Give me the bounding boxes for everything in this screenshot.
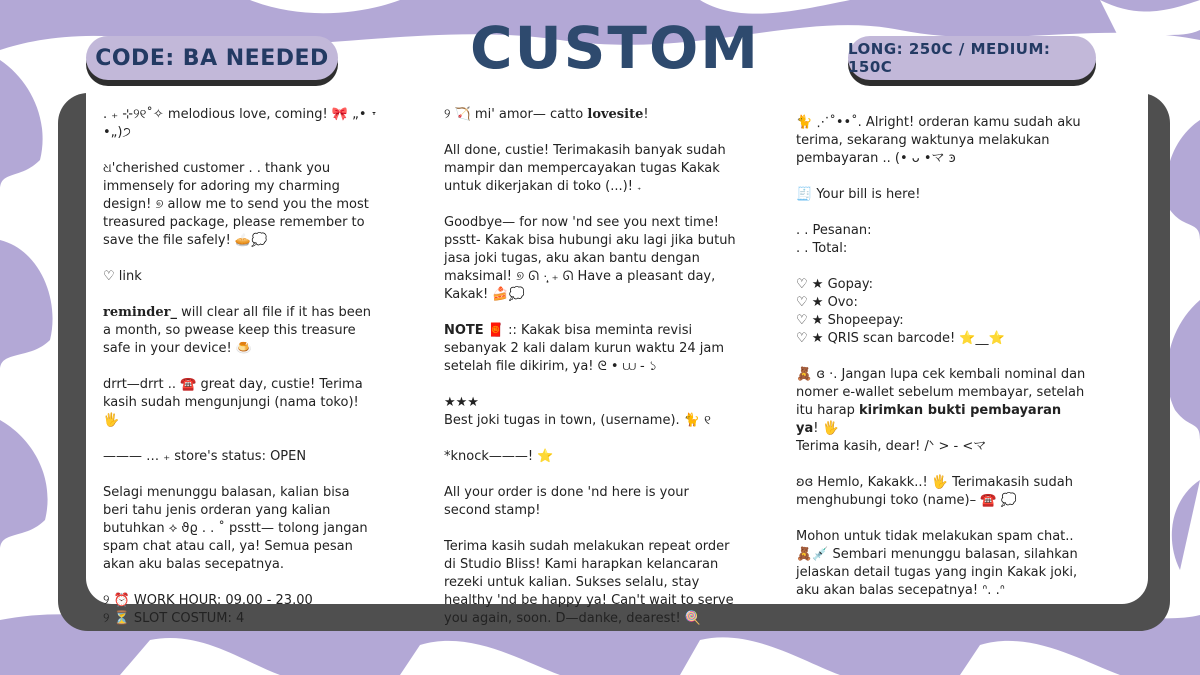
col1-welcome: drrt—drrt .. ☎️ great day, custie! Terima kasih sudah mengunjungi (nama toko)! 🖐 [103,377,363,428]
col2-header [444,106,736,124]
lovesite-label: lovesite [587,107,644,122]
column-1 [103,106,378,628]
col3-reminder-pre: 🧸 ɞ ·. Jangan lupa cek kembali nominal dan nomer e-wallet sebelum membayar, setelah itu harap [796,367,1086,418]
note-label: NOTE [444,323,484,338]
col1-reminder [103,304,378,358]
col3-order: 🐈 ⋰˚••˚. Alright! orderan kamu sudah aku terima, sekarang waktunya melakukan pembayaran .. (• ᴗ •マ ͽ [796,115,1081,166]
col2-goodbye: Goodbye— for now 'nd see you next time! psstt- Kakak bisa hubungi aku lagi jika butuh jasa joki tugas, aku akan bantu dengan maksimal! ୭ ᘏ ·̩͙ ₊ ᘏ Have a pleasant day, Kakak! 🍰💭 [444,215,736,302]
col1-waiting: Selagi menunggu balasan, kalian bisa beri tahu jenis orderan yang kalian butuhkan ⟡ ϑϱ . . ˚ psstt— tolong jangan spam chat atau call, ya! Semua pesan akan aku balas secepatnya. [103,485,368,572]
pay-qris: ♡ ★ QRIS scan barcode! ⭐__⭐ [796,331,1005,346]
col2-note [444,322,736,376]
col2-best: Best joki tugas in town, (username). 🐈 ୧ [444,413,711,428]
col2-knock: *knock———! ⭐ [444,449,554,464]
col2-header-pre: ୨ 🏹 mi' amor— catto [444,107,588,122]
col1-status: ——— … ₊ store's status: OPEN [103,449,307,464]
col3-hemlo: ʚɞ Hemlo, Kakakk..! 🖐 Terimakasih sudah menghubungi toko (name)– ☎️ 💭 [796,475,1073,508]
column-2 [444,106,736,646]
reminder-text: will clear all file if it has been a month, so pwease keep this treasure safe in your device! 🍮 [103,305,371,356]
price-label: LONG: 250C / MEDIUM: 150C [848,40,1051,76]
col3-pesanan: . . Pesanan: [796,223,872,238]
col2-header-post: ! [643,107,649,122]
bukti-label: kirimkan bukti pembayaran ya [796,403,1062,436]
col2-done: All done, custie! Terimakasih banyak sudah mampir dan mempercayakan tugas Kakak untuk dikerjakan di toko (...)! 𝅄 [444,143,726,194]
col1-slot: ୨ ⏳ SLOT COSTUM: 4 [103,611,245,626]
col2-stamp: All your order is done 'nd here is your second stamp! [444,485,689,518]
note-text: 🧧 :: Kakak bisa meminta revisi sebanyak 2 kali dalam kurun waktu 24 jam setelah file dikirim, ya! ᘓ • ⩊ - ১ [444,323,725,374]
col3-reminder [796,366,1086,456]
col3-reminder-post: ! 🖐 Terima kasih, dear! /ᐠ > - <マ [796,421,987,454]
column-3 [796,114,1086,600]
pay-gopay: ♡ ★ Gopay: [796,277,873,292]
page-title: CUSTOM [470,14,761,82]
col3-total: . . Total: [796,241,848,256]
col1-greeting: . ₊ ⊹୨୧˚✧ melodious love, coming! 🎀 „• ˕ •„)੭ [103,107,378,140]
col1-work-hour: ୨ ⏰ WORK HOUR: 09.00 - 23.00 [103,593,313,608]
code-pill [86,36,338,80]
code-label: CODE: BA NEEDED [95,45,329,71]
reminder-label: reminder_ [103,305,177,320]
price-pill [848,36,1096,80]
col3-spam: Mohon untuk tidak melakukan spam chat.. 🧸💉 Sembari menunggu balasan, silahkan jelaskan detail tugas yang ingin Kakak joki, aku akan balas secepatnya! ᐢ. .ᐢ [796,529,1078,598]
col1-link[interactable]: ♡ link [103,269,142,284]
col3-bill: 🧾 Your bill is here! [796,187,921,202]
pay-shopeepay: ♡ ★ Shopeepay: [796,313,904,328]
pay-ovo: ♡ ★ Ovo: [796,295,858,310]
col1-thanks: ଧ'cherished customer . . thank you immensely for adoring my charming design! ୭ allow me to send you the most treasured package, please remember to save the file safely! 🥧💭 [103,161,369,248]
col2-stars: ★★★ [444,395,479,410]
col2-repeat: Terima kasih sudah melakukan repeat order di Studio Bliss! Kami harapkan kelancaran rezeki untuk kalian. Sukses selalu, stay healthy 'nd be happy ya! Can't wait to serve you again, soon. D—danke, dearest! 🍭 [444,539,734,626]
